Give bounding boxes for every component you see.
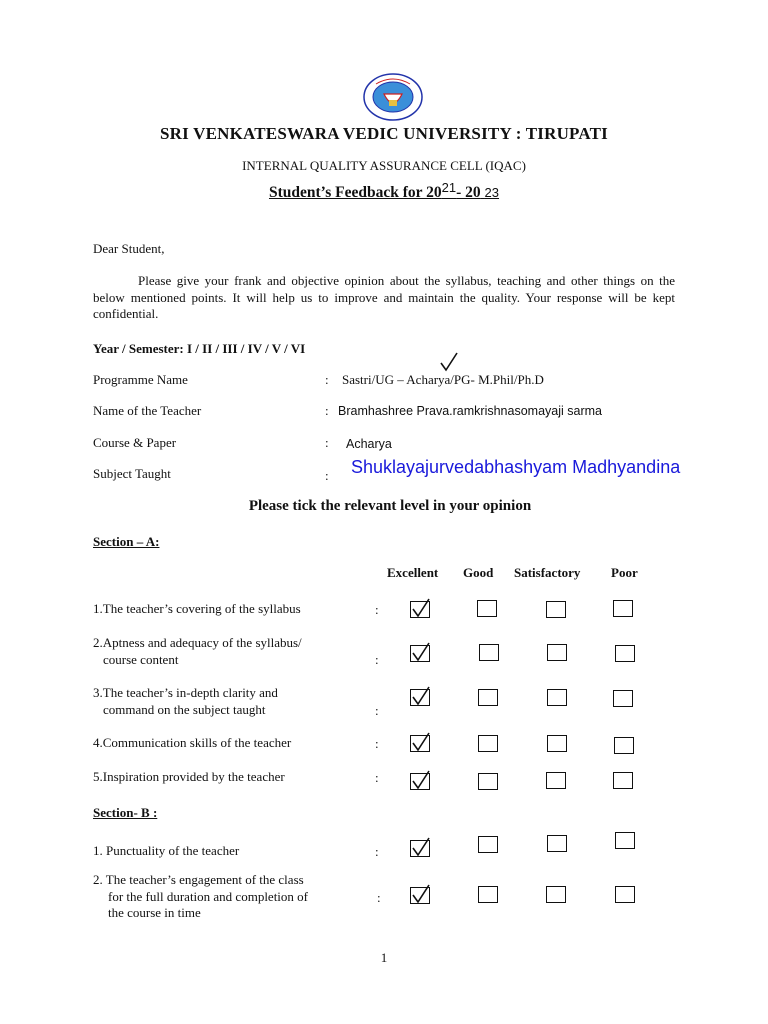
column-good: Good (463, 565, 494, 580)
question-a2: 2.Aptness and adequacy of the syllabus/ course content (93, 635, 302, 667)
q-b1-good-checkbox[interactable] (478, 836, 498, 853)
q-a2-good-checkbox[interactable] (479, 644, 499, 661)
q-a5-good-checkbox[interactable] (478, 773, 498, 790)
checkmark-icon (410, 684, 432, 706)
university-title: SRI VENKATESWARA VEDIC UNIVERSITY : TIRUPATI (160, 124, 608, 143)
q-a5-poor-checkbox[interactable] (613, 772, 633, 789)
programme-colon: : (325, 372, 329, 387)
q-a2-poor-checkbox[interactable] (615, 645, 635, 662)
q-a4-good-checkbox[interactable] (478, 735, 498, 752)
iqac-title: INTERNAL QUALITY ASSURANCE CELL (IQAC) (242, 158, 526, 173)
course-label: Course & Paper (93, 435, 177, 450)
q-a4-poor-checkbox[interactable] (614, 737, 634, 754)
question-a3-colon: : (375, 703, 379, 718)
salutation: Dear Student, (93, 241, 165, 256)
question-b1-colon: : (375, 844, 379, 859)
question-b2: 2. The teacher’s engagement of the class for the full duration and completion of the course in time (93, 872, 309, 920)
q-a1-excellent-checkbox[interactable] (410, 601, 430, 618)
intro-paragraph: Please give your frank and objective opinion about the syllabus, teaching and other things on the below mentioned points. It will help us to improve and maintain the quality. Your response will be kept confidential. (93, 273, 675, 321)
checkmark-icon (410, 882, 432, 904)
checkmark-icon (410, 596, 432, 618)
course-colon: : (325, 435, 329, 450)
question-a3: 3.The teacher’s in-depth clarity and command on the subject taught (93, 685, 278, 717)
q-b2-poor-checkbox[interactable] (615, 886, 635, 903)
programme-tick-mark (439, 352, 459, 377)
section-b-title: Section- B : (93, 805, 158, 820)
q-a2-excellent-checkbox[interactable] (410, 645, 430, 662)
column-excellent: Excellent (387, 565, 439, 580)
question-a5: 5.Inspiration provided by the teacher (93, 769, 285, 784)
q-b2-good-checkbox[interactable] (478, 886, 498, 903)
section-a-title: Section – A: (93, 534, 160, 549)
subject-value: Shuklayajurvedabhashyam Madhyandina (351, 457, 681, 477)
instruction-heading: Please tick the relevant level in your opinion (248, 498, 532, 514)
teacher-value: Bramhashree Prava.ramkrishnasomayaji sarma (338, 404, 602, 418)
handwritten-end-year: 23 (484, 185, 500, 200)
question-a1-colon: : (375, 602, 379, 617)
course-value: Acharya (346, 437, 392, 451)
university-logo (362, 72, 424, 122)
handwritten-start-year: 21 (441, 180, 457, 195)
q-b2-satisfactory-checkbox[interactable] (546, 886, 566, 903)
q-a5-satisfactory-checkbox[interactable] (546, 772, 566, 789)
subject-colon: : (325, 468, 329, 483)
q-b1-poor-checkbox[interactable] (615, 832, 635, 849)
question-a2-colon: : (375, 652, 379, 667)
column-satisfactory: Satisfactory (514, 565, 581, 580)
q-a5-excellent-checkbox[interactable] (410, 773, 430, 790)
q-a1-satisfactory-checkbox[interactable] (546, 601, 566, 618)
q-a1-poor-checkbox[interactable] (613, 600, 633, 617)
column-poor: Poor (611, 565, 638, 580)
programme-label: Programme Name (93, 372, 188, 387)
checkmark-icon (410, 730, 432, 752)
year-semester: Year / Semester: I / II / III / IV / V / VI (93, 341, 306, 356)
q-b1-excellent-checkbox[interactable] (410, 840, 430, 857)
q-a4-satisfactory-checkbox[interactable] (547, 735, 567, 752)
feedback-title: Student’s Feedback for $20^{21}-$ 20 23 (268, 180, 500, 201)
question-a4-colon: : (375, 736, 379, 751)
checkmark-icon (410, 768, 432, 790)
checkmark-icon (410, 640, 432, 662)
q-a3-excellent-checkbox[interactable] (410, 689, 430, 706)
question-a5-colon: : (375, 770, 379, 785)
q-a4-excellent-checkbox[interactable] (410, 735, 430, 752)
q-b1-satisfactory-checkbox[interactable] (547, 835, 567, 852)
question-b1: 1. Punctuality of the teacher (93, 843, 240, 858)
q-a3-poor-checkbox[interactable] (613, 690, 633, 707)
teacher-label: Name of the Teacher (93, 403, 202, 418)
programme-value: Sastri/UG – Acharya/PG- M.Phil/Ph.D (342, 372, 544, 387)
subject-label: Subject Taught (93, 466, 171, 481)
q-a3-satisfactory-checkbox[interactable] (547, 689, 567, 706)
checkmark-icon (410, 835, 432, 857)
q-b2-excellent-checkbox[interactable] (410, 887, 430, 904)
teacher-colon: : (325, 403, 329, 418)
question-b2-colon: : (377, 890, 381, 905)
q-a3-good-checkbox[interactable] (478, 689, 498, 706)
question-a1: 1.The teacher’s covering of the syllabus (93, 601, 301, 616)
q-a1-good-checkbox[interactable] (477, 600, 497, 617)
question-a4: 4.Communication skills of the teacher (93, 735, 292, 750)
page-number: 1 (380, 950, 388, 965)
q-a2-satisfactory-checkbox[interactable] (547, 644, 567, 661)
